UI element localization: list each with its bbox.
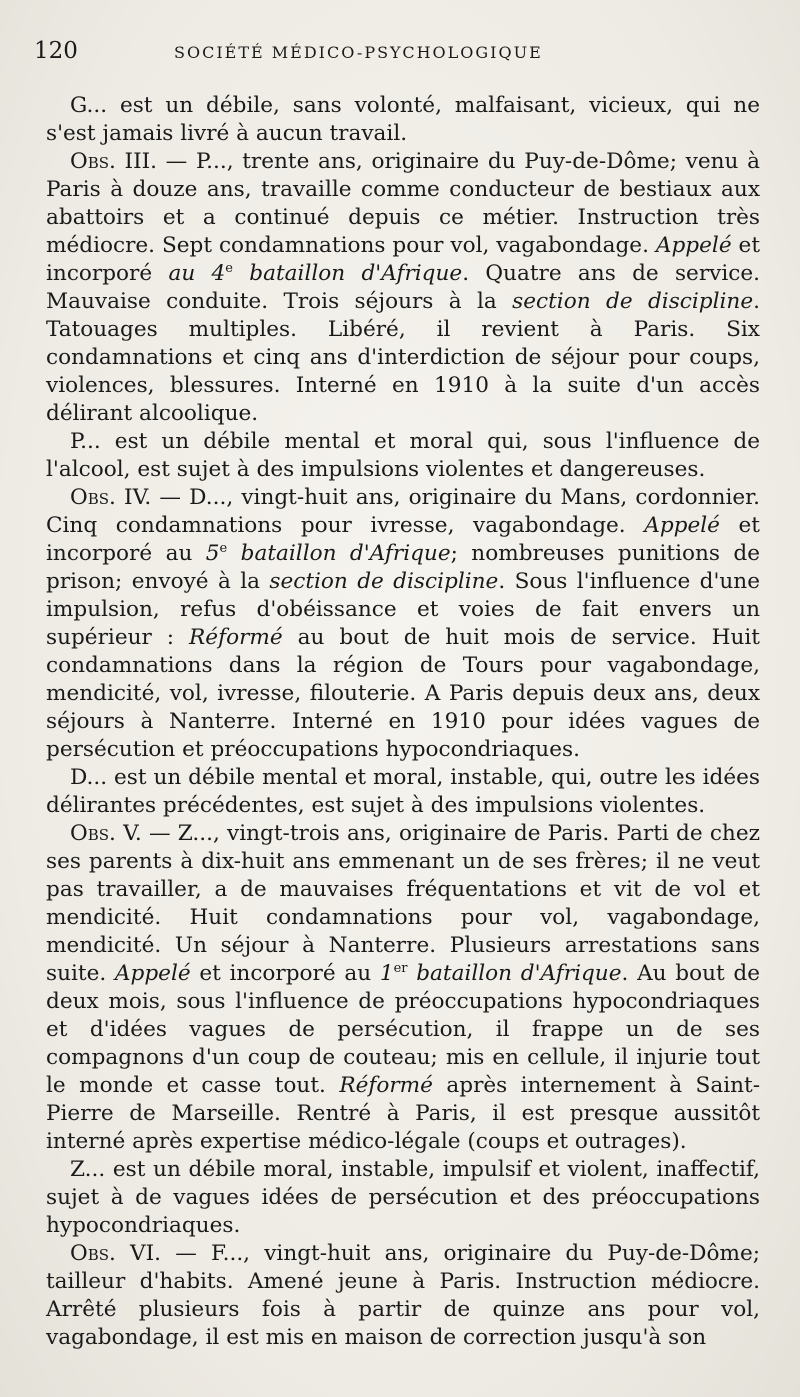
body-text — [46, 92, 760, 1352]
text-run: . Au bout de deux mois, sous l'influence de préoccupations hypocondriaques et d'idées vagues de persécution, il frappe un de ses compagnons d'un coup de couteau; mis en cellule, il injurie tout le monde et casse tout. — [46, 961, 760, 1098]
italic-run: bataillon d'Afrique — [407, 961, 622, 986]
text-run: après internement à Saint-Pierre de Marseille. Rentré à Paris, il est presque aussitôt interné après expertise médico-légale (coups et outrages). — [46, 1073, 760, 1154]
superscript: e — [225, 260, 233, 276]
observation-paragraph — [46, 1240, 760, 1352]
observation-label: Obs. VI. — [70, 1241, 162, 1266]
running-title: SOCIÉTÉ MÉDICO-PSYCHOLOGIQUE — [174, 43, 543, 62]
italic-run: 1 — [379, 961, 394, 986]
italic-run: Appelé — [655, 233, 732, 258]
observation-label: Obs. III. — [70, 149, 157, 174]
text-run: — F..., vingt-huit ans, originaire du Puy-de-Dôme; tailleur d'habits. Amené jeune à Paris. Instruction médiocre. Arrêté plusieurs fois à partir de quinze ans pour vol, vagabondage, il est mis en maison de correction jusqu'à son — [46, 1241, 760, 1350]
running-head — [34, 38, 760, 78]
italic-run: Appelé — [114, 961, 191, 986]
superscript: er — [393, 960, 408, 976]
italic-run: au 4 — [168, 261, 226, 286]
observation-label: Obs. IV. — [70, 485, 152, 510]
italic-run: 5 — [205, 541, 220, 566]
italic-run: bataillon d'Afrique — [227, 541, 451, 566]
text-run: et incorporé au — [46, 513, 760, 566]
observation-label: Obs. V. — [70, 821, 142, 846]
text-run: et incorporé au — [190, 961, 380, 986]
italic-run: Appelé — [644, 513, 720, 538]
italic-run: bataillon d'Afrique — [233, 261, 463, 286]
italic-run: section de discipline — [512, 289, 754, 314]
text-run: . Sous l'influence d'une impulsion, refus d'obéissance et voies de fait envers un supérieur : — [46, 569, 760, 650]
paragraph: G... est un débile, sans volonté, malfaisant, vicieux, qui ne s'est jamais livré à aucun travail. — [46, 93, 760, 146]
text-run: . Tatouages multiples. Libéré, il revient à Paris. Six condamnations et cinq ans d'interdiction de séjour pour coups, violences, blessures. Interné en 1910 à la suite d'un accès délirant alcoolique. — [46, 289, 760, 426]
observation-paragraph — [46, 484, 760, 764]
text-run: ; nombreuses punitions de prison; envoyé à la — [46, 541, 761, 594]
italic-run: Réformé — [339, 1073, 433, 1098]
text-run: . Quatre ans de service. Mauvaise conduite. Trois séjours à la — [46, 261, 761, 314]
text-run: — Z..., vingt-trois ans, originaire de Paris. Parti de chez ses parents à dix-huit ans emmenant un de ses frères; il ne veut pas travailler, a de mauvaises fréquentations et vit de vol et mendicité. Huit condamnations pour vol, vagabondage, mendicité. Un séjour à Nanterre. Plusieurs arrestations sans suite. — [46, 821, 760, 986]
text-run: au bout de huit mois de service. Huit condamnations dans la région de Tours pour vagabondage, mendicité, vol, ivresse, filouterie. A Paris depuis deux ans, deux séjours à Nanterre. Interné en 1910 pour idées vagues de persécution et préoccupations hypocondriaques. — [46, 625, 760, 762]
observation-paragraph — [46, 820, 760, 1156]
italic-run: section de discipline — [269, 569, 499, 594]
text-run: et incorporé — [46, 233, 760, 286]
paragraph: P... est un débile mental et moral qui, sous l'influence de l'alcool, est sujet à des impulsions violentes et dangereuses. — [46, 429, 760, 482]
page-number: 120 — [34, 38, 78, 64]
italic-run: Réformé — [189, 625, 283, 650]
paragraph: D... est un débile mental et moral, instable, qui, outre les idées délirantes précédentes, est sujet à des impulsions violentes. — [46, 765, 760, 818]
paragraph: Z... est un débile moral, instable, impulsif et violent, inaffectif, sujet à de vagues idées de persécution et des préoccupations hypocondriaques. — [46, 1157, 760, 1238]
text-run: — P..., trente ans, originaire du Puy-de-Dôme; venu à Paris à douze ans, travaille comme conducteur de bestiaux aux abattoirs et a continué depuis ce métier. Instruction très médiocre. Sept condamnations pour vol, vagabondage. — [46, 149, 760, 258]
observation-paragraph — [46, 148, 760, 428]
text-run: — D..., vingt-huit ans, originaire du Mans, cordonnier. Cinq condamnations pour ivresse, vagabondage. — [46, 485, 760, 538]
superscript: e — [219, 540, 228, 556]
